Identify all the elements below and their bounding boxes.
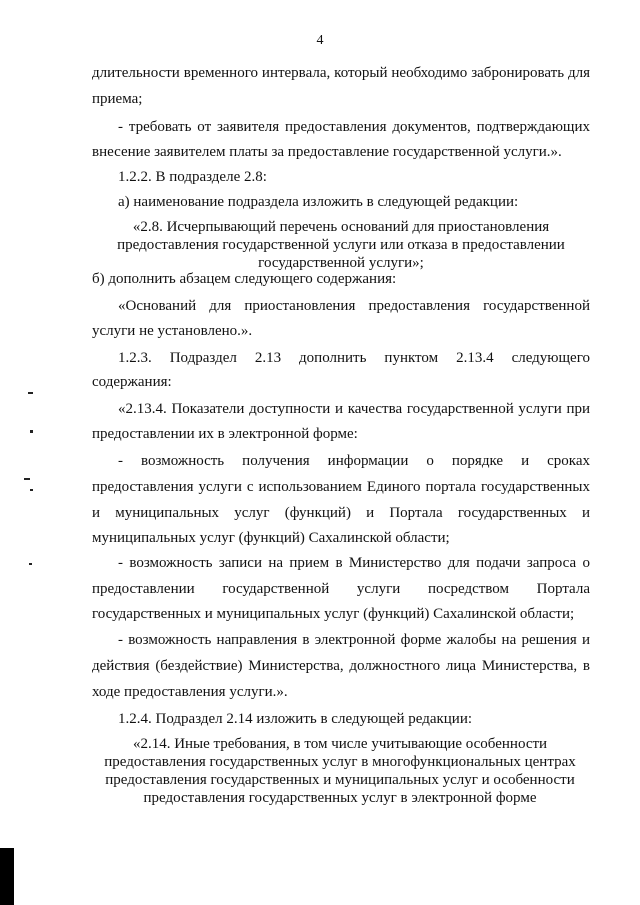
- scan-dot: [28, 392, 33, 394]
- text-line: 1.2.3. Подраздел 2.13 дополнить пунктом 2.13.4 следующего: [118, 350, 590, 366]
- text-line: длительности временного интервала, который необходимо забронировать для: [92, 65, 590, 81]
- text-line: 1.2.2. В подразделе 2.8:: [118, 169, 267, 185]
- scan-dot: [29, 563, 32, 565]
- text-line: - возможность получения информации о порядке и сроках: [118, 453, 590, 469]
- text-line: «2.13.4. Показатели доступности и качества государственной услуги при: [118, 401, 590, 417]
- text-line: «Оснований для приостановления предоставления государственной: [118, 298, 590, 314]
- text-line: муниципальных услуг (функций) Сахалинской области;: [92, 530, 450, 546]
- text-line: содержания:: [92, 374, 172, 390]
- text-line: предоставления государственной услуги или отказа в предоставлении: [117, 237, 565, 253]
- text-line: «2.8. Исчерпывающий перечень оснований для приостановления: [132, 219, 550, 235]
- text-line: действия (бездействие) Министерства, должностного лица Министерства, в: [92, 658, 590, 674]
- text-line: ходе предоставления услуги.».: [92, 684, 288, 700]
- text-line: предоставления государственных услуг в электронной форме: [143, 790, 537, 806]
- scan-dot: [30, 489, 33, 491]
- text-line: государственной услуги»;: [258, 255, 424, 271]
- scan-edge: [0, 848, 14, 905]
- text-line: и муниципальных услуг (функций) и Портала государственных и: [92, 505, 590, 521]
- text-line: предоставления государственных и муниципальных услуг и особенности: [105, 772, 575, 788]
- text-line: предоставлении их в электронной форме:: [92, 426, 358, 442]
- text-line: услуги не установлено.».: [92, 323, 253, 339]
- text-line: внесение заявителем платы за предоставление государственной услуги.».: [92, 144, 562, 160]
- text-line: 1.2.4. Подраздел 2.14 изложить в следующей редакции:: [118, 711, 473, 727]
- scan-dot: [30, 430, 33, 433]
- text-line: - возможность записи на прием в Министерство для подачи запроса о: [118, 555, 590, 571]
- text-line: приема;: [92, 91, 143, 107]
- text-line: - возможность направления в электронной форме жалобы на решения и: [118, 632, 590, 648]
- text-line: б) дополнить абзацем следующего содержания:: [92, 271, 397, 287]
- scan-dot: [24, 478, 30, 480]
- text-line: - требовать от заявителя предоставления документов, подтверждающих: [118, 119, 590, 135]
- text-line: «2.14. Иные требования, в том числе учитывающие особенности: [132, 736, 548, 752]
- text-line: государственных и муниципальных услуг (функций) Сахалинской области;: [92, 606, 575, 622]
- text-line: предоставления государственных услуг в многофункциональных центрах: [104, 754, 576, 770]
- text-line: предоставлении государственной услуги посредством Портала: [92, 581, 590, 597]
- text-line: предоставления услуги с использованием Единого портала государственных: [92, 479, 590, 495]
- page-number: 4: [316, 33, 324, 48]
- text-line: а) наименование подраздела изложить в следующей редакции:: [118, 194, 519, 210]
